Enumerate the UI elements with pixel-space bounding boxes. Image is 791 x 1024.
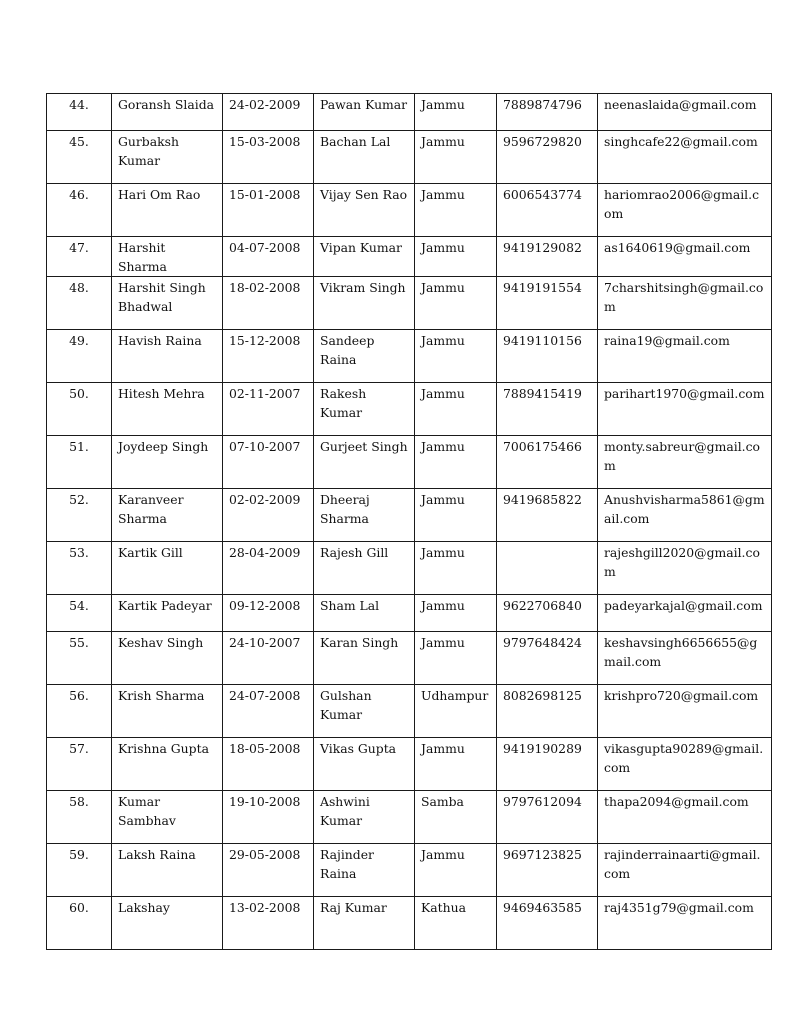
father-name-cell: Raj Kumar bbox=[314, 897, 415, 950]
email-cell: thapa2094@gmail.com bbox=[598, 791, 772, 844]
phone-cell: 7006175466 bbox=[497, 436, 598, 489]
father-name-cell: Vikram Singh bbox=[314, 277, 415, 330]
date-of-birth-cell: 28-04-2009 bbox=[223, 542, 314, 595]
date-of-birth-cell: 15-03-2008 bbox=[223, 131, 314, 184]
father-name-cell: Karan Singh bbox=[314, 632, 415, 685]
table-row bbox=[47, 685, 772, 738]
table-row bbox=[47, 131, 772, 184]
phone-cell: 9419190289 bbox=[497, 738, 598, 791]
serial-number-cell: 50. bbox=[47, 383, 112, 436]
date-of-birth-cell: 29-05-2008 bbox=[223, 844, 314, 897]
student-roster-table bbox=[46, 93, 772, 950]
phone-cell: 6006543774 bbox=[497, 184, 598, 237]
table-row bbox=[47, 632, 772, 685]
roster-body bbox=[47, 94, 772, 950]
table-row bbox=[47, 94, 772, 131]
place-cell: Jammu bbox=[415, 330, 497, 383]
date-of-birth-cell: 02-02-2009 bbox=[223, 489, 314, 542]
phone-cell: 9469463585 bbox=[497, 897, 598, 950]
date-of-birth-cell: 18-02-2008 bbox=[223, 277, 314, 330]
student-name-cell: Hari Om Rao bbox=[112, 184, 223, 237]
place-cell: Jammu bbox=[415, 489, 497, 542]
student-name-cell: Harshit Singh Bhadwal bbox=[112, 277, 223, 330]
serial-number-cell: 57. bbox=[47, 738, 112, 791]
date-of-birth-cell: 15-12-2008 bbox=[223, 330, 314, 383]
email-cell: keshavsingh6656655@gmail.com bbox=[598, 632, 772, 685]
father-name-cell: Gulshan Kumar bbox=[314, 685, 415, 738]
place-cell: Jammu bbox=[415, 844, 497, 897]
email-cell: padeyarkajal@gmail.com bbox=[598, 595, 772, 632]
serial-number-cell: 60. bbox=[47, 897, 112, 950]
email-cell: rajeshgill2020@gmail.com bbox=[598, 542, 772, 595]
father-name-cell: Rajinder Raina bbox=[314, 844, 415, 897]
student-name-cell: Kartik Gill bbox=[112, 542, 223, 595]
email-cell: parihart1970@gmail.com bbox=[598, 383, 772, 436]
place-cell: Jammu bbox=[415, 237, 497, 277]
serial-number-cell: 58. bbox=[47, 791, 112, 844]
date-of-birth-cell: 24-02-2009 bbox=[223, 94, 314, 131]
serial-number-cell: 59. bbox=[47, 844, 112, 897]
date-of-birth-cell: 15-01-2008 bbox=[223, 184, 314, 237]
student-name-cell: Krish Sharma bbox=[112, 685, 223, 738]
student-name-cell: Harshit Sharma bbox=[112, 237, 223, 277]
phone-cell: 9419191554 bbox=[497, 277, 598, 330]
phone-cell: 9419685822 bbox=[497, 489, 598, 542]
date-of-birth-cell: 24-10-2007 bbox=[223, 632, 314, 685]
place-cell: Jammu bbox=[415, 94, 497, 131]
table-row bbox=[47, 184, 772, 237]
phone-cell: 9419110156 bbox=[497, 330, 598, 383]
serial-number-cell: 53. bbox=[47, 542, 112, 595]
serial-number-cell: 52. bbox=[47, 489, 112, 542]
father-name-cell: Rajesh Gill bbox=[314, 542, 415, 595]
email-cell: raj4351g79@gmail.com bbox=[598, 897, 772, 950]
email-cell: vikasgupta90289@gmail.com bbox=[598, 738, 772, 791]
father-name-cell: Vijay Sen Rao bbox=[314, 184, 415, 237]
student-name-cell: Keshav Singh bbox=[112, 632, 223, 685]
date-of-birth-cell: 19-10-2008 bbox=[223, 791, 314, 844]
father-name-cell: Dheeraj Sharma bbox=[314, 489, 415, 542]
table-row bbox=[47, 844, 772, 897]
serial-number-cell: 56. bbox=[47, 685, 112, 738]
place-cell: Jammu bbox=[415, 277, 497, 330]
phone-cell: 9419129082 bbox=[497, 237, 598, 277]
document-page bbox=[46, 93, 771, 950]
date-of-birth-cell: 07-10-2007 bbox=[223, 436, 314, 489]
serial-number-cell: 47. bbox=[47, 237, 112, 277]
father-name-cell: Vipan Kumar bbox=[314, 237, 415, 277]
email-cell: raina19@gmail.com bbox=[598, 330, 772, 383]
student-name-cell: Karanveer Sharma bbox=[112, 489, 223, 542]
phone-cell: 8082698125 bbox=[497, 685, 598, 738]
table-row bbox=[47, 542, 772, 595]
place-cell: Samba bbox=[415, 791, 497, 844]
serial-number-cell: 46. bbox=[47, 184, 112, 237]
email-cell: hariomrao2006@gmail.com bbox=[598, 184, 772, 237]
table-row bbox=[47, 436, 772, 489]
father-name-cell: Pawan Kumar bbox=[314, 94, 415, 131]
student-name-cell: Gurbaksh Kumar bbox=[112, 131, 223, 184]
date-of-birth-cell: 13-02-2008 bbox=[223, 897, 314, 950]
email-cell: krishpro720@gmail.com bbox=[598, 685, 772, 738]
email-cell: 7charshitsingh@gmail.com bbox=[598, 277, 772, 330]
date-of-birth-cell: 02-11-2007 bbox=[223, 383, 314, 436]
date-of-birth-cell: 04-07-2008 bbox=[223, 237, 314, 277]
student-name-cell: Kumar Sambhav bbox=[112, 791, 223, 844]
table-row bbox=[47, 330, 772, 383]
place-cell: Udhampur bbox=[415, 685, 497, 738]
phone-cell: 7889415419 bbox=[497, 383, 598, 436]
place-cell: Jammu bbox=[415, 184, 497, 237]
student-name-cell: Havish Raina bbox=[112, 330, 223, 383]
serial-number-cell: 55. bbox=[47, 632, 112, 685]
student-name-cell: Hitesh Mehra bbox=[112, 383, 223, 436]
father-name-cell: Rakesh Kumar bbox=[314, 383, 415, 436]
student-name-cell: Krishna Gupta bbox=[112, 738, 223, 791]
place-cell: Jammu bbox=[415, 436, 497, 489]
phone-cell: 9622706840 bbox=[497, 595, 598, 632]
phone-cell: 7889874796 bbox=[497, 94, 598, 131]
place-cell: Kathua bbox=[415, 897, 497, 950]
table-row bbox=[47, 237, 772, 277]
table-row bbox=[47, 897, 772, 950]
table-row bbox=[47, 489, 772, 542]
email-cell: as1640619@gmail.com bbox=[598, 237, 772, 277]
date-of-birth-cell: 18-05-2008 bbox=[223, 738, 314, 791]
table-row bbox=[47, 383, 772, 436]
email-cell: rajinderrainaarti@gmail.com bbox=[598, 844, 772, 897]
email-cell: monty.sabreur@gmail.com bbox=[598, 436, 772, 489]
serial-number-cell: 44. bbox=[47, 94, 112, 131]
place-cell: Jammu bbox=[415, 632, 497, 685]
serial-number-cell: 51. bbox=[47, 436, 112, 489]
table-row bbox=[47, 595, 772, 632]
date-of-birth-cell: 24-07-2008 bbox=[223, 685, 314, 738]
place-cell: Jammu bbox=[415, 131, 497, 184]
student-name-cell: Laksh Raina bbox=[112, 844, 223, 897]
email-cell: neenaslaida@gmail.com bbox=[598, 94, 772, 131]
father-name-cell: Vikas Gupta bbox=[314, 738, 415, 791]
father-name-cell: Sandeep Raina bbox=[314, 330, 415, 383]
table-row bbox=[47, 738, 772, 791]
phone-cell: 9797648424 bbox=[497, 632, 598, 685]
date-of-birth-cell: 09-12-2008 bbox=[223, 595, 314, 632]
student-name-cell: Lakshay bbox=[112, 897, 223, 950]
father-name-cell: Bachan Lal bbox=[314, 131, 415, 184]
table-row bbox=[47, 791, 772, 844]
email-cell: Anushvisharma5861@gmail.com bbox=[598, 489, 772, 542]
place-cell: Jammu bbox=[415, 542, 497, 595]
place-cell: Jammu bbox=[415, 383, 497, 436]
student-name-cell: Goransh Slaida bbox=[112, 94, 223, 131]
serial-number-cell: 54. bbox=[47, 595, 112, 632]
student-name-cell: Joydeep Singh bbox=[112, 436, 223, 489]
serial-number-cell: 45. bbox=[47, 131, 112, 184]
phone-cell: 9697123825 bbox=[497, 844, 598, 897]
table-row bbox=[47, 277, 772, 330]
phone-cell: 9797612094 bbox=[497, 791, 598, 844]
email-cell: singhcafe22@gmail.com bbox=[598, 131, 772, 184]
serial-number-cell: 49. bbox=[47, 330, 112, 383]
phone-cell: 9596729820 bbox=[497, 131, 598, 184]
father-name-cell: Ashwini Kumar bbox=[314, 791, 415, 844]
phone-cell bbox=[497, 542, 598, 595]
student-name-cell: Kartik Padeyar bbox=[112, 595, 223, 632]
father-name-cell: Sham Lal bbox=[314, 595, 415, 632]
serial-number-cell: 48. bbox=[47, 277, 112, 330]
father-name-cell: Gurjeet Singh bbox=[314, 436, 415, 489]
place-cell: Jammu bbox=[415, 595, 497, 632]
place-cell: Jammu bbox=[415, 738, 497, 791]
